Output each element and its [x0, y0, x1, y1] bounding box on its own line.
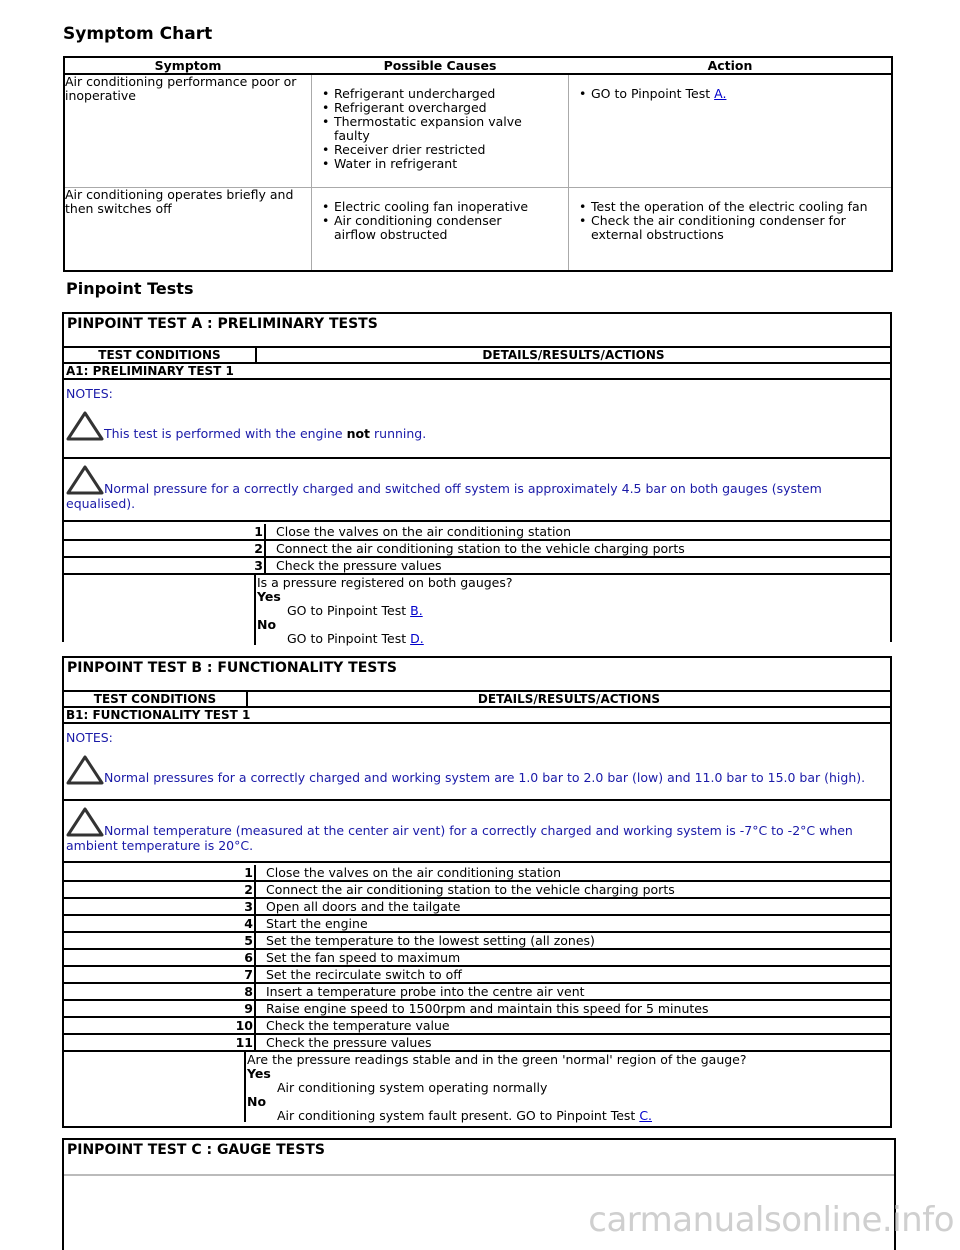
step-number: 1 [64, 524, 266, 539]
list-item: • Test the operation of the electric cooling fan [569, 200, 891, 214]
step-number: 9 [64, 1001, 256, 1016]
step-row [64, 541, 890, 558]
yes-text: Air conditioning system operating normally [277, 1080, 548, 1095]
steps-list [64, 865, 890, 1052]
step-text: Set the temperature to the lowest setting (all zones) [266, 933, 595, 948]
result-block [64, 575, 890, 645]
pinpoint-tests-heading: Pinpoint Tests [66, 279, 194, 298]
symptom-cell: Air conditioning operates briefly and then switches off [65, 187, 294, 216]
no-text: Air conditioning system fault present. GO to Pinpoint Test [277, 1108, 640, 1123]
result-spacer [64, 1052, 246, 1122]
list-item: • Electric cooling fan inoperative [312, 200, 568, 214]
action-text: GO to Pinpoint Test [591, 86, 715, 101]
step-number: 11 [64, 1035, 256, 1050]
step-text: Raise engine speed to 1500rpm and maintain this speed for 5 minutes [266, 1001, 709, 1016]
notes-label: NOTES: [66, 386, 113, 401]
yes-label: Yes [247, 1066, 271, 1081]
action-cell [569, 188, 891, 270]
step-row [64, 882, 890, 899]
notes-block [64, 724, 890, 801]
caution-icon [66, 465, 104, 495]
step-row [64, 1035, 890, 1052]
step-number: 1 [64, 865, 256, 880]
test-b1-label: B1: FUNCTIONALITY TEST 1 [64, 708, 890, 724]
link-pinpoint-b[interactable]: B. [410, 603, 423, 618]
yes-text: GO to Pinpoint Test [287, 603, 411, 618]
step-text: Set the recirculate switch to off [266, 967, 462, 982]
result-spacer [64, 575, 256, 645]
step-number: 2 [64, 882, 256, 897]
note-1 [66, 411, 888, 441]
step-number: 8 [64, 984, 256, 999]
step-row [64, 916, 890, 933]
causes-cell [311, 75, 569, 187]
caution-icon [66, 807, 104, 837]
list-item: • Water in refrigerant [312, 157, 568, 171]
header-possible-causes: Possible Causes [383, 58, 497, 73]
link-pinpoint-d[interactable]: D. [410, 631, 424, 646]
step-row [64, 899, 890, 916]
step-row [64, 865, 890, 882]
note-text: Normal temperature (measured at the center air vent) for a correctly charged and working system is -7°C to -2°C when ambient temperature is 20°C. [66, 823, 853, 853]
causes-cell [311, 188, 569, 270]
caution-icon [66, 411, 104, 441]
list-item: • Refrigerant overcharged [312, 101, 568, 115]
step-text: Check the pressure values [276, 558, 442, 573]
header-action: Action [707, 58, 753, 73]
step-text: Close the valves on the air conditioning station [276, 524, 572, 539]
question-text: Is a pressure registered on both gauges? [257, 575, 513, 590]
symptom-table-header [65, 56, 891, 75]
table-row [65, 75, 891, 188]
test-b-header [64, 692, 890, 708]
step-row [64, 984, 890, 1001]
caution-icon [66, 755, 104, 785]
action-cell [569, 75, 891, 187]
step-text: Close the valves on the air conditioning station [266, 865, 562, 880]
test-conditions-header: TEST CONDITIONS [64, 348, 257, 362]
symptom-cell: Air conditioning performance poor or inoperative [65, 74, 297, 103]
yes-label: Yes [257, 589, 281, 604]
link-pinpoint-a[interactable]: A. [714, 86, 727, 101]
step-number: 3 [64, 558, 266, 573]
step-text: Insert a temperature probe into the centre air vent [266, 984, 585, 999]
symptom-table [63, 56, 893, 272]
test-conditions-header: TEST CONDITIONS [64, 692, 248, 706]
step-text: Check the pressure values [266, 1035, 432, 1050]
step-row [64, 950, 890, 967]
pinpoint-test-a [62, 312, 892, 646]
step-text: Connect the air conditioning station to the vehicle charging ports [266, 882, 675, 897]
note-2 [64, 801, 890, 863]
test-a-header [64, 348, 890, 364]
notes-label: NOTES: [66, 730, 113, 745]
result-content [256, 575, 513, 645]
step-text: Connect the air conditioning station to the vehicle charging ports [276, 541, 685, 556]
step-number: 7 [64, 967, 256, 982]
result-content [246, 1052, 747, 1122]
step-row [64, 1001, 890, 1018]
test-a-title: PINPOINT TEST A : PRELIMINARY TESTS [64, 314, 890, 348]
divider [64, 1174, 894, 1176]
notes-block [64, 380, 890, 459]
list-item: • Refrigerant undercharged [312, 87, 568, 101]
note-1 [66, 755, 888, 785]
step-number: 4 [64, 916, 256, 931]
test-b-title: PINPOINT TEST B : FUNCTIONALITY TESTS [64, 658, 890, 692]
step-row [64, 1018, 890, 1035]
note-2 [64, 459, 890, 522]
note-bold: not [346, 426, 371, 441]
test-a1-label: A1: PRELIMINARY TEST 1 [64, 364, 890, 380]
details-header: DETAILS/RESULTS/ACTIONS [477, 692, 661, 706]
note-text: running. [370, 426, 427, 441]
list-item: • Thermostatic expansion valve faulty [312, 115, 568, 143]
details-header: DETAILS/RESULTS/ACTIONS [482, 348, 665, 362]
step-row [64, 933, 890, 950]
list-item [569, 87, 891, 101]
step-number: 10 [64, 1018, 256, 1033]
step-row [64, 558, 890, 575]
symptom-chart-heading: Symptom Chart [63, 24, 213, 44]
note-text: Normal pressure for a correctly charged and switched off system is approximately 4.5 bar on both gauges (system equalised). [66, 481, 822, 511]
step-number: 5 [64, 933, 256, 948]
question-text: Are the pressure readings stable and in the green 'normal' region of the gauge? [247, 1052, 747, 1067]
pinpoint-test-b [62, 656, 892, 1128]
note-text: This test is performed with the engine [104, 426, 347, 441]
list-item: • Check the air conditioning condenser for external obstructions [569, 214, 891, 242]
note-text: Normal pressures for a correctly charged and working system are 1.0 bar to 2.0 bar (low) and 11.0 bar to 15.0 bar (high). [104, 770, 866, 785]
no-text: GO to Pinpoint Test [287, 631, 411, 646]
link-pinpoint-c[interactable]: C. [639, 1108, 653, 1123]
step-number: 3 [64, 899, 256, 914]
result-block [64, 1052, 890, 1122]
watermark: carmanualsonline.info [588, 1200, 954, 1240]
no-label: No [257, 617, 277, 632]
step-number: 2 [64, 541, 266, 556]
list-item: • Receiver drier restricted [312, 143, 568, 157]
test-c-title: PINPOINT TEST C : GAUGE TESTS [67, 1142, 325, 1158]
step-text: Set the fan speed to maximum [266, 950, 461, 965]
list-item: • Air conditioning condenser airflow obstructed [312, 214, 568, 242]
table-row [65, 188, 891, 270]
no-label: No [247, 1094, 267, 1109]
step-row [64, 967, 890, 984]
step-text: Check the temperature value [266, 1018, 450, 1033]
step-text: Start the engine [266, 916, 368, 931]
step-number: 6 [64, 950, 256, 965]
step-row [64, 524, 890, 541]
step-text: Open all doors and the tailgate [266, 899, 461, 914]
header-symptom: Symptom [154, 58, 222, 73]
